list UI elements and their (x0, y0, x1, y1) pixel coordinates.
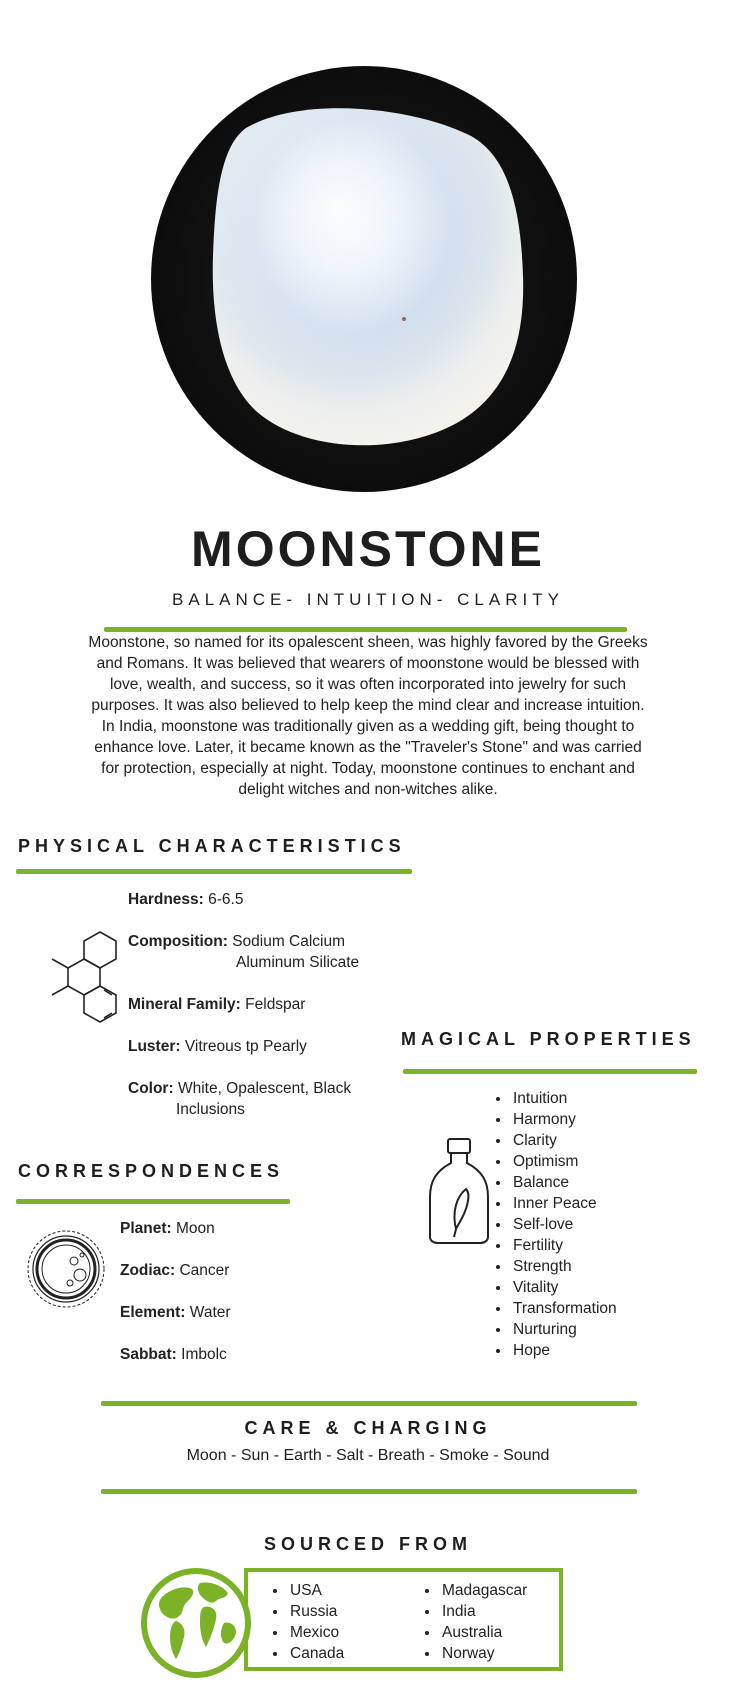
sourced-heading: SOURCED FROM (264, 1534, 472, 1554)
sourced-list-2 (422, 1580, 527, 1664)
color-row: Color: White, Opalescent, Black Inclusions (128, 1080, 352, 1118)
divider (16, 1199, 290, 1204)
sabbat-row: Sabbat: Imbolc (120, 1346, 227, 1363)
list-item: • Norway (440, 1643, 527, 1664)
planet-row: Planet: Moon (120, 1220, 215, 1237)
list-item: • Intuition (511, 1088, 617, 1109)
list-item: • Optimism (511, 1151, 617, 1172)
composition-row: Composition: Sodium Calcium Aluminum Silicate (128, 933, 360, 971)
list-item: • Clarity (511, 1130, 617, 1151)
divider (101, 1489, 637, 1494)
list-item: • Russia (288, 1601, 344, 1622)
list-item: • USA (288, 1580, 344, 1601)
zodiac-row: Zodiac: Cancer (120, 1262, 230, 1279)
care-methods: Moon - Sun - Earth - Salt - Breath - Smoke - Sound (186, 1447, 550, 1464)
molecule-icon (48, 930, 122, 1030)
divider (16, 869, 412, 874)
list-item: • India (440, 1601, 527, 1622)
physical-heading: PHYSICAL CHARACTERISTICS (18, 836, 406, 856)
subtitle: BALANCE- INTUITION- CLARITY (172, 590, 564, 609)
divider (403, 1069, 697, 1074)
magical-properties-list (493, 1088, 617, 1361)
page-title: MOONSTONE (191, 521, 545, 577)
list-item: • Canada (288, 1643, 344, 1664)
moonstone-photo (151, 66, 577, 492)
list-item: • Nurturing (511, 1319, 617, 1340)
care-heading: CARE & CHARGING (244, 1418, 492, 1438)
element-row: Element: Water (120, 1304, 231, 1321)
list-item: • Fertility (511, 1235, 617, 1256)
hardness-row: Hardness: 6-6.5 (128, 891, 244, 908)
potion-bottle-icon (426, 1137, 492, 1245)
divider (101, 1401, 637, 1406)
list-item: • Strength (511, 1256, 617, 1277)
moon-circle-icon (24, 1227, 108, 1311)
moonstone-illustration (151, 66, 577, 492)
list-item: • Transformation (511, 1298, 617, 1319)
list-item: • Mexico (288, 1622, 344, 1643)
list-item: • Harmony (511, 1109, 617, 1130)
correspondences-heading: CORRESPONDENCES (18, 1161, 285, 1181)
mineral-family-row: Mineral Family: Feldspar (128, 996, 306, 1013)
list-item: • Australia (440, 1622, 527, 1643)
list-item: • Hope (511, 1340, 617, 1361)
list-item: • Inner Peace (511, 1193, 617, 1214)
list-item: • Vitality (511, 1277, 617, 1298)
list-item: • Madagascar (440, 1580, 527, 1601)
list-item: • Self-love (511, 1214, 617, 1235)
magical-heading: MAGICAL PROPERTIES (401, 1029, 696, 1049)
sourced-list-1 (270, 1580, 344, 1664)
list-item: • Balance (511, 1172, 617, 1193)
luster-row: Luster: Vitreous tp Pearly (128, 1038, 307, 1055)
intro-paragraph: Moonstone, so named for its opalescent sheen, was highly favored by the Greeks and Romans. It was believed that wearers of moonstone would be blessed with love, wealth, and success, so it was often incorporated into jewelry for such purposes. It was also believed to help keep the mind clear and increase intuition. In India, moonstone was traditionally given as a wedding gift, being thought to enhance love. Later, it became known as the "Traveler's Stone" and was carried for protection, especially at night. Today, moonstone continues to enchant and delight witches and non-witches alike. (88, 634, 648, 798)
globe-icon (140, 1567, 252, 1679)
